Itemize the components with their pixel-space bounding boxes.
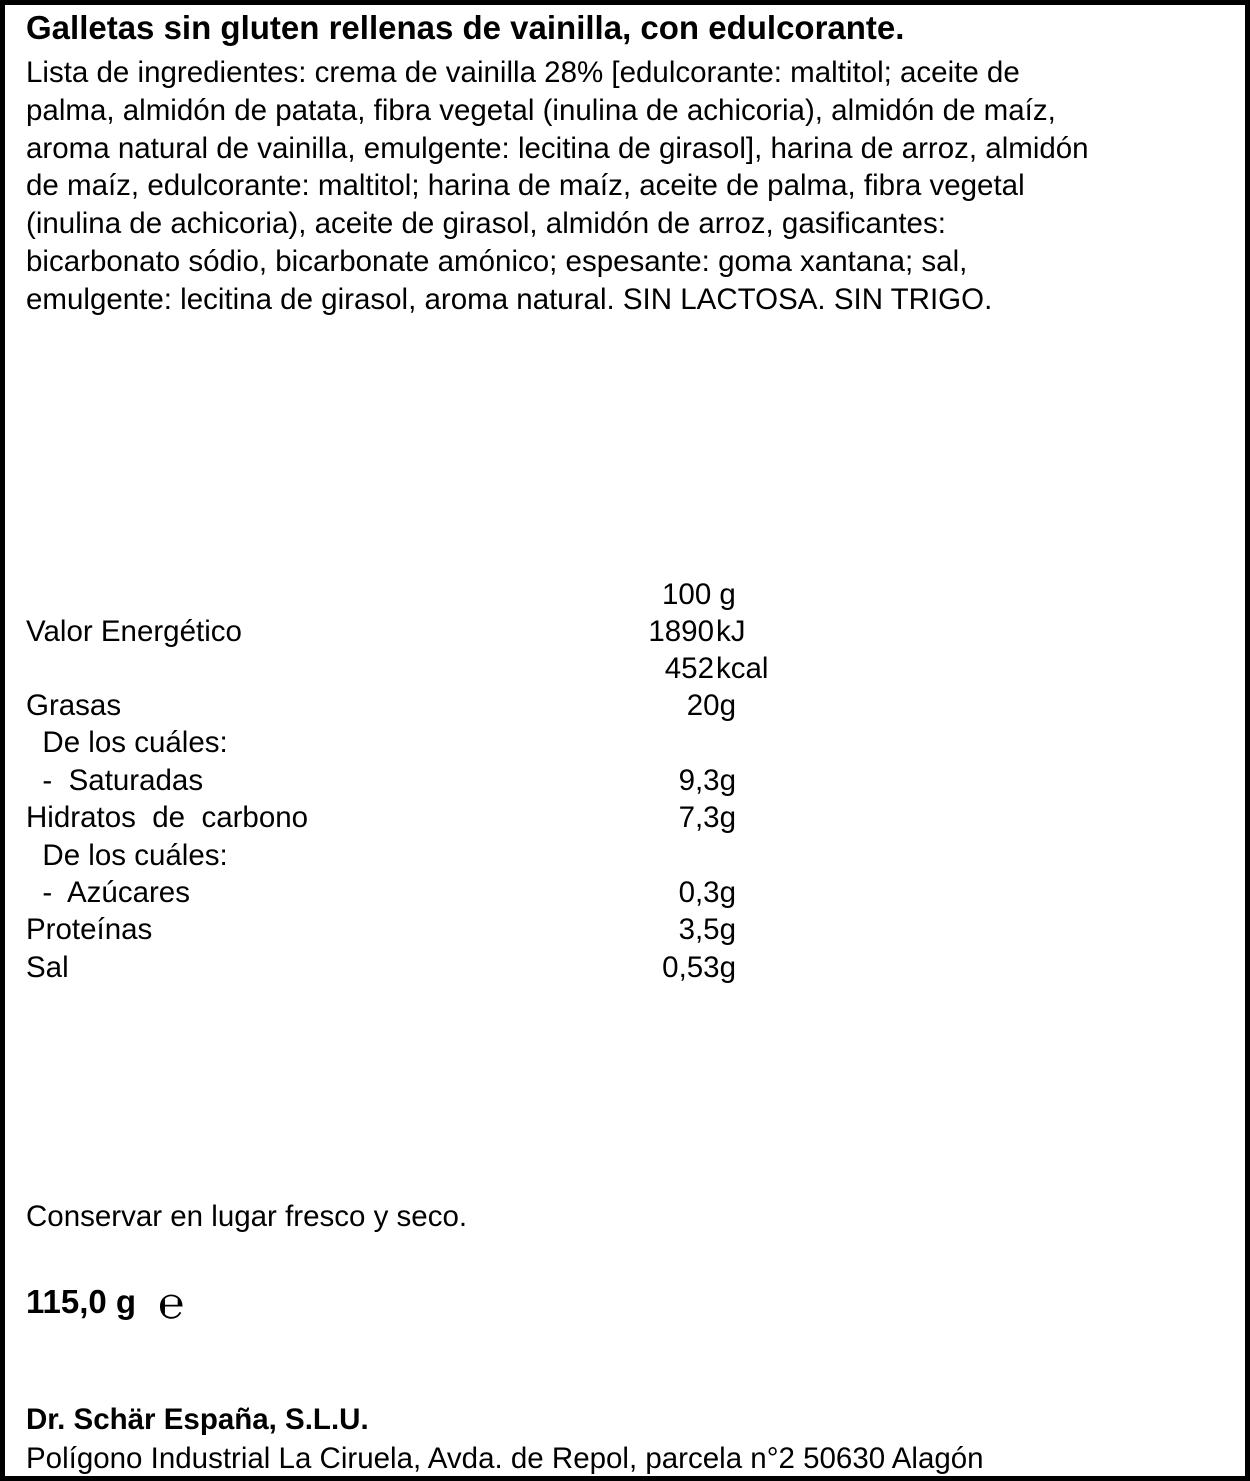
energy-label: Valor Energético: [26, 615, 242, 648]
energy-kcal-unit: kcal: [716, 652, 769, 685]
ingredients-line: de maíz, edulcorante: maltitol; harina de maíz, aceite de palma, fibra vegetal: [26, 169, 1025, 203]
nutrition-row-value-cell: [0, 762, 736, 799]
nutrition-row-label: De los cuáles:: [26, 726, 228, 759]
nutrition-row-value: 0,53g: [662, 951, 736, 984]
storage-instructions: Conservar en lugar fresco y seco.: [26, 1200, 468, 1233]
nutrition-row-value-cell: [0, 949, 736, 986]
ingredients-line: emulgente: lecitina de girasol, aroma natural. SIN LACTOSA. SIN TRIGO.: [26, 282, 993, 316]
nutrition-row-label: - Azúcares: [26, 876, 190, 909]
ingredients-line: (inulina de achicoria), aceite de girasol, almidón de arroz, gasificantes:: [26, 207, 946, 241]
nutrition-row-value: 7,3g: [678, 801, 736, 834]
nutrition-row-value: 0,3g: [678, 876, 736, 909]
nutrition-row-value-cell: [0, 911, 736, 948]
nutrition-row-label: De los cuáles:: [26, 839, 228, 872]
nutrition-row-label: Hidratos de carbono: [26, 801, 309, 834]
product-title: Galletas sin gluten rellenas de vainilla, con edulcorante.: [26, 9, 905, 46]
nutrition-row-value: 20g: [686, 689, 736, 722]
energy-kj-value: 1890: [648, 615, 714, 648]
ingredients-line: Lista de ingredientes: crema de vainilla 28% [edulcorante: maltitol; aceite de: [26, 56, 1020, 89]
nutrition-row-value-cell: [0, 724, 736, 761]
ingredients-list: [26, 54, 1226, 319]
nutrition-row-value: 9,3g: [678, 764, 736, 797]
net-weight: 115,0 g: [26, 1283, 137, 1320]
nutrition-header-per-100g: 100 g: [662, 578, 736, 611]
company-address: Polígono Industrial La Ciruela, Avda. de Repol, parcela n°2 50630 Alagón: [26, 1442, 984, 1475]
energy-kj-unit: kJ: [716, 615, 746, 648]
ingredients-line: bicarbonato sódio, bicarbonate amónico; espesante: goma xantana; sal,: [26, 244, 968, 278]
nutrition-row-label: Sal: [26, 951, 69, 984]
company-name: Dr. Schär España, S.L.U.: [26, 1403, 369, 1436]
ingredients-line: aroma natural de vainilla, emulgente: lecitina de girasol], harina de arroz, almidón: [26, 131, 1089, 165]
nutrition-row-value-cell: [0, 837, 736, 874]
nutrition-row-value-cell: [0, 799, 736, 836]
nutrition-row-label: Grasas: [26, 689, 122, 722]
energy-kcal-cell: [0, 650, 714, 687]
nutrition-row-value-cell: [0, 687, 736, 724]
nutrition-row-value-cell: [0, 874, 736, 911]
nutrition-row-value: 3,5g: [678, 913, 736, 946]
energy-kj-cell: [0, 613, 714, 650]
estimated-sign-icon: ℮: [158, 1278, 185, 1329]
nutrition-row-label: - Saturadas: [26, 764, 204, 797]
ingredients-line: palma, almidón de patata, fibra vegetal (inulina de achicoria), almidón de maíz,: [26, 93, 1056, 127]
nutrition-row-label: Proteínas: [26, 913, 153, 946]
energy-kcal-value: 452: [664, 652, 714, 685]
